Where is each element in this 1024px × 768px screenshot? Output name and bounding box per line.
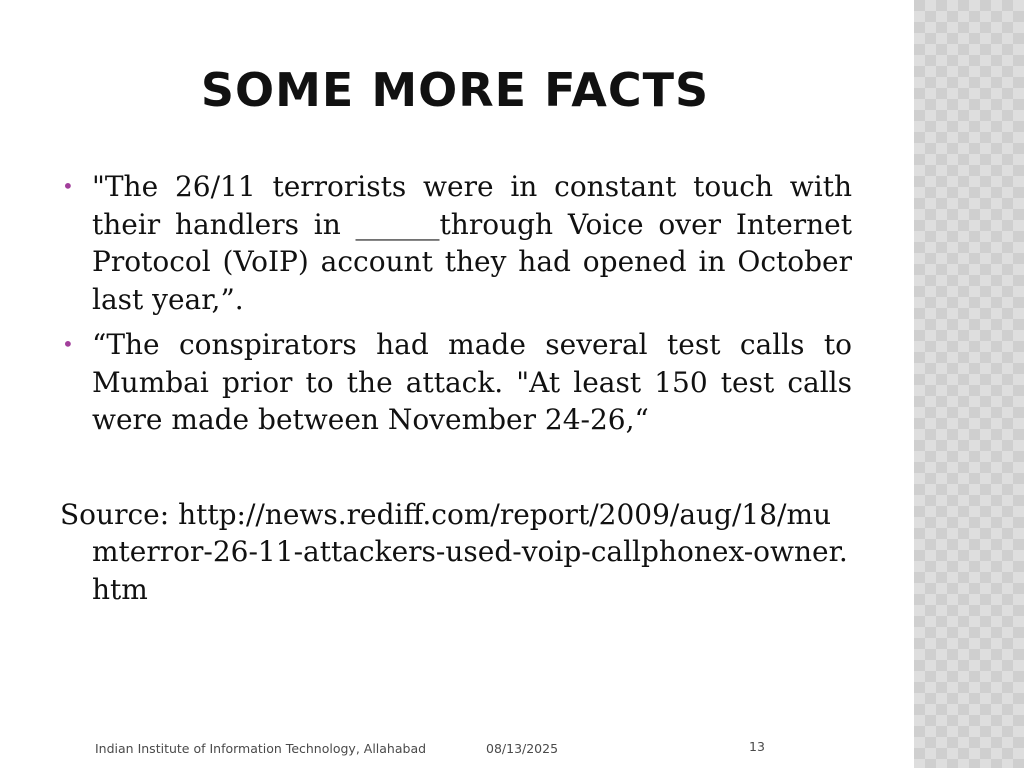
bullet-item-test-calls (60, 326, 852, 439)
bullet-icon: • (62, 174, 74, 198)
footer-page-number: 13 (749, 739, 765, 754)
bullet-list (60, 168, 852, 439)
slide-content (60, 168, 852, 608)
bullet-icon: • (62, 332, 74, 356)
slide-title: SOME MORE FACTS (200, 63, 710, 117)
decorative-side-panel (914, 0, 1024, 768)
source-url: http://news.rediff.com/report/2009/aug/18/mumterror-26-11-attackers-used-voip-callphonex-owner.htm (92, 497, 848, 606)
footer-date: 08/13/2025 (486, 741, 559, 756)
footer-organization: Indian Institute of Information Technology, Allahabad (95, 741, 427, 756)
source-citation (60, 496, 852, 609)
bullet-text: "The 26/11 terrorists were in constant touch with their handlers in ______through Voice over Internet Protocol (VoIP) account they had opened in October last year,”. (92, 170, 852, 316)
bullet-text: “The conspirators had made several test calls to Mumbai prior to the attack. "At least 150 test calls were made between November 24-26,“ (92, 328, 852, 436)
source-label: Source: (60, 497, 170, 531)
bullet-item-voip-touch (60, 168, 852, 318)
